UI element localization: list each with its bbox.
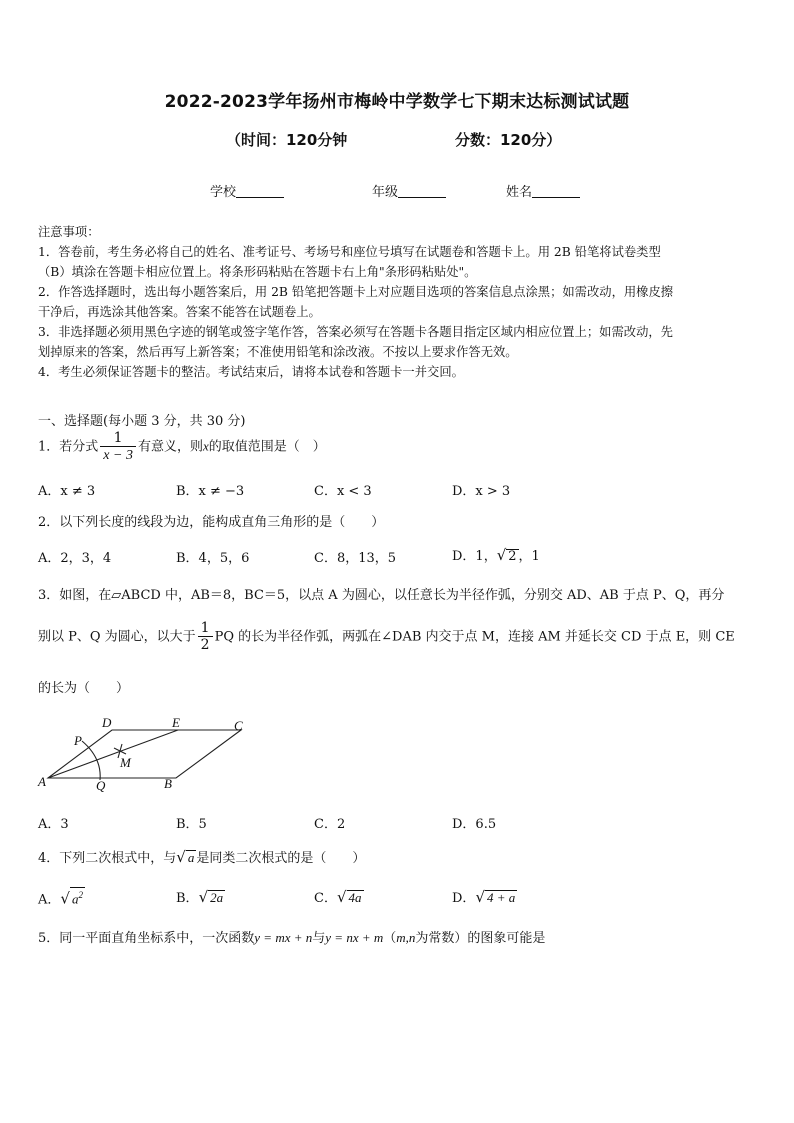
q4-optc-label: C．: [314, 891, 337, 906]
sqrt-icon: √: [496, 546, 507, 564]
school-field[interactable]: [210, 181, 284, 200]
q5-function-1: y = mx + n: [254, 930, 313, 945]
q4-option-a[interactable]: [38, 887, 85, 907]
q1-option-c[interactable]: C．x < 3: [314, 484, 372, 499]
exam-time: （时间：120分钟: [226, 131, 348, 149]
sqrt-icon: √: [176, 848, 186, 866]
name-blank[interactable]: [532, 185, 580, 198]
q5-params: m,n: [396, 930, 416, 945]
notes-line: 2．作答选择题时，选出每小题答案后，用 2B 铅笔把答题卡上对应题目选项的答案信息点涂黑；如需改动，用橡皮擦: [38, 285, 674, 299]
q4-opta-exponent: 2: [78, 890, 83, 900]
q1-prefix: 1．若分式: [38, 439, 99, 455]
q1-suffix-a: 有意义，则: [137, 439, 203, 455]
q2-optd-radicand: 2: [508, 549, 517, 564]
q2-option-c[interactable]: C．8，13，5: [314, 551, 397, 566]
notes-line: 1．答卷前，考生务必将自己的姓名、准考证号、考场号和座位号填写在试题卷和答题卡上。用 2B 铅笔将试卷类型: [38, 245, 661, 259]
q4-option-b[interactable]: [176, 887, 225, 906]
q1-fraction: [100, 430, 136, 464]
q4-optc-radicand: 4a: [348, 890, 362, 905]
label-p: P: [74, 733, 82, 748]
sqrt-icon: √: [336, 888, 347, 906]
grade-blank[interactable]: [398, 185, 446, 198]
label-d: D: [102, 715, 112, 730]
q3-option-b[interactable]: B．5: [176, 817, 207, 832]
q3-option-d[interactable]: D．6.5: [452, 817, 497, 832]
notes-line: （B）填涂在答题卡相应位置上。将条形码粘贴在答题卡右上角"条形码粘贴处"。: [38, 265, 477, 279]
notes-line: 干净后，再选涂其他答案。答案不能答在试题卷上。: [38, 305, 321, 319]
q3-line-2: [38, 620, 735, 654]
q2-optd-prefix: D．1，: [452, 549, 497, 564]
q3-fraction: [198, 620, 213, 654]
q4-option-d[interactable]: [452, 887, 517, 906]
grade-label: 年级: [372, 185, 399, 200]
school-blank[interactable]: [236, 185, 284, 198]
question-5: [38, 927, 545, 946]
section-heading: 一、选择题(每小题 3 分，共 30 分): [38, 414, 246, 429]
q4-optd-radicand: 4 + a: [487, 890, 516, 905]
q4-optb-label: B．: [176, 891, 199, 906]
q2-option-a[interactable]: A．2，3，4: [38, 551, 112, 566]
grade-field[interactable]: [372, 181, 446, 200]
q3-option-c[interactable]: C．2: [314, 817, 346, 832]
exam-score: 分数：120分）: [455, 131, 562, 149]
name-field[interactable]: [506, 181, 580, 200]
q5-prefix: 5．同一平面直角坐标系中，一次函数: [38, 931, 255, 946]
q1-var: x: [202, 438, 209, 454]
notes-heading: 注意事项：: [38, 225, 100, 239]
q3-frac-num: 1: [200, 620, 210, 636]
q3-option-a[interactable]: A．3: [38, 817, 69, 832]
q4-option-c[interactable]: [314, 887, 364, 906]
q4-suffix: 是同类二次根式的是（ ）: [196, 851, 366, 866]
parallelogram-figure: [36, 712, 256, 794]
q5-paren-open: （: [383, 931, 397, 946]
q1-option-d[interactable]: D．x > 3: [452, 484, 511, 499]
label-c: C: [234, 718, 243, 733]
q4-opta-base: a: [71, 891, 79, 907]
q5-paren-close: 为常数）的图象可能是: [415, 931, 546, 946]
q4-radicand: a: [187, 850, 195, 865]
q2-option-b[interactable]: B．4，5，6: [176, 551, 250, 566]
q4-prefix: 4．下列二次根式中，与: [38, 851, 177, 866]
q2-optd-suffix: ，1: [518, 549, 540, 564]
arc-pq: [82, 741, 100, 780]
sqrt-icon: √: [60, 889, 70, 908]
q1-option-a[interactable]: A．x ≠ 3: [38, 484, 96, 499]
sqrt-icon: √: [475, 888, 485, 906]
question-2: 2．以下列长度的线段为边，能构成直角三角形的是（ ）: [38, 515, 385, 530]
q5-function-2: y = nx + m: [325, 930, 384, 945]
question-1: [38, 430, 326, 464]
q4-opta-label: A．: [38, 892, 61, 908]
label-q: Q: [96, 778, 106, 793]
label-m: M: [120, 755, 131, 770]
q5-mid: 与: [312, 931, 326, 946]
q3-line-3: 的长为（ ）: [38, 681, 130, 696]
line-ae: [48, 730, 178, 778]
q4-optd-label: D．: [452, 891, 476, 906]
q3-line2-b: PQ 的长为半径作弧，两弧在∠DAB 内交于点 M，连接 AM 并延长交 CD 于点 E，则 CE: [214, 629, 735, 645]
sqrt-icon: √: [198, 888, 209, 906]
q4-opta-radicand: [70, 887, 85, 906]
label-e: E: [172, 715, 180, 730]
notes-line: 4．考生必须保证答题卡的整洁。考试结束后，请将本试卷和答题卡一并交回。: [38, 365, 464, 379]
school-label: 学校: [210, 185, 237, 200]
question-4: [38, 847, 365, 866]
notes-block: [38, 222, 673, 382]
q4-optb-radicand: 2a: [210, 890, 224, 905]
page-title: 2022-2023学年扬州市梅岭中学数学七下期末达标测试试题: [164, 92, 630, 112]
q1-option-b[interactable]: B．x ≠ −3: [176, 484, 245, 499]
name-label: 姓名: [506, 185, 533, 200]
q1-suffix-b: 的取值范围是（ ）: [208, 439, 326, 455]
notes-line: 划掉原来的答案，然后再写上新答案；不准使用铅笔和涂改液。不按以上要求作答无效。: [38, 345, 518, 359]
q3-line-1: 3．如图，在▱ABCD 中，AB＝8，BC＝5，以点 A 为圆心，以任意长为半径作弧，分别交 AD、AB 于点 P、Q，再分: [38, 588, 725, 603]
label-a: A: [38, 774, 46, 789]
notes-line: 3．非选择题必须用黑色字迹的钢笔或签字笔作答，答案必须写在答题卡各题目指定区域内相应位置上；如需改动，先: [38, 325, 673, 339]
label-b: B: [164, 776, 172, 791]
q1-frac-num: 1: [113, 430, 123, 446]
q3-frac-den: 2: [198, 636, 213, 654]
q3-line2-a: 别以 P、Q 为圆心，以大于: [38, 629, 196, 645]
q2-option-d[interactable]: [452, 545, 540, 564]
q1-frac-den: x − 3: [100, 446, 136, 464]
